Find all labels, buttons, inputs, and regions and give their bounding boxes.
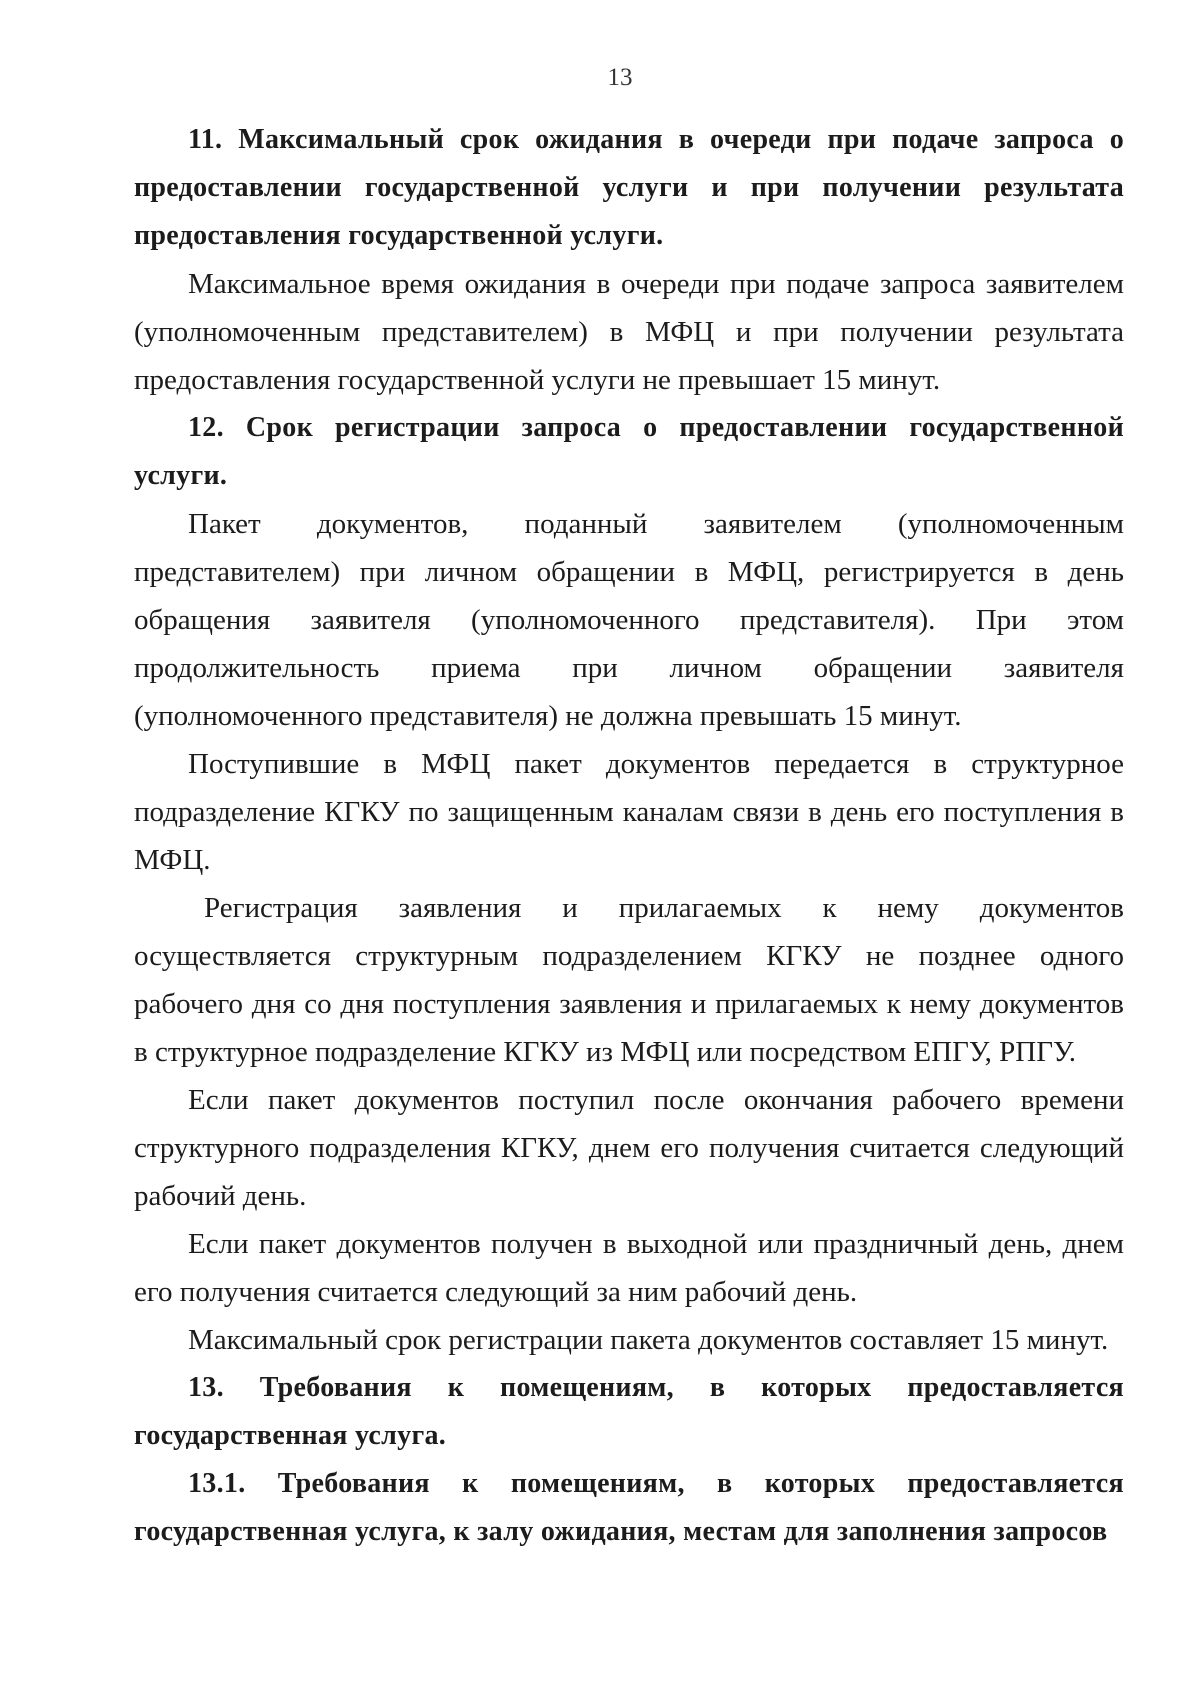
section-heading-11: 11. Максимальный срок ожидания в очереди при подаче запроса о предоставлении государственной услуги и при получении результата предоставления государственной услуги. — [134, 124, 1124, 251]
page-number: 13 — [607, 64, 633, 91]
paragraph-after-hours: Если пакет документов поступил после окончания рабочего времени структурного подразделения КГКУ, днем его получения считается следующий рабочий день. — [134, 1084, 1124, 1212]
paragraph-holiday: Если пакет документов получен в выходной или праздничный день, днем его получения считается следующий за ним рабочий день. — [134, 1228, 1124, 1308]
document-body — [134, 116, 1124, 1556]
paragraph-registration-day: Пакет документов, поданный заявителем (уполномоченным представителем) при личном обращении в МФЦ, регистрируется в день обращения заявителя (уполномоченного представителя). При этом продолжительность приема при личном обращении заявителя (уполномоченного представителя) не должна превышать 15 минут. — [134, 508, 1124, 732]
paragraph-max-wait-time: Максимальное время ожидания в очереди при подаче запроса заявителем (уполномоченным представителем) в МФЦ и при получении результата предоставления государственной услуги не превышает 15 минут. — [134, 268, 1124, 396]
section-heading-12: 12. Срок регистрации запроса о предоставлении государственной услуги. — [134, 412, 1124, 491]
section-heading-13: 13. Требования к помещениям, в которых предоставляется государственная услуга. — [134, 1372, 1124, 1451]
paragraph-max-registration-time: Максимальный срок регистрации пакета документов составляет 15 минут. — [188, 1324, 1109, 1356]
paragraph-registration-term: Регистрация заявления и прилагаемых к нему документов осуществляется структурным подразделением КГКУ не позднее одного рабочего дня со дня поступления заявления и прилагаемых к нему документов в структурное подразделение КГКУ из МФЦ или посредством ЕПГУ, РПГУ. — [134, 892, 1124, 1068]
section-heading-13-1: 13.1. Требования к помещениям, в которых предоставляется государственная услуга, к залу ожидания, местам для заполнения запросов — [134, 1468, 1124, 1547]
paragraph-transfer-to-kgku: Поступившие в МФЦ пакет документов передается в структурное подразделение КГКУ по защищенным каналам связи в день его поступления в МФЦ. — [134, 748, 1124, 876]
